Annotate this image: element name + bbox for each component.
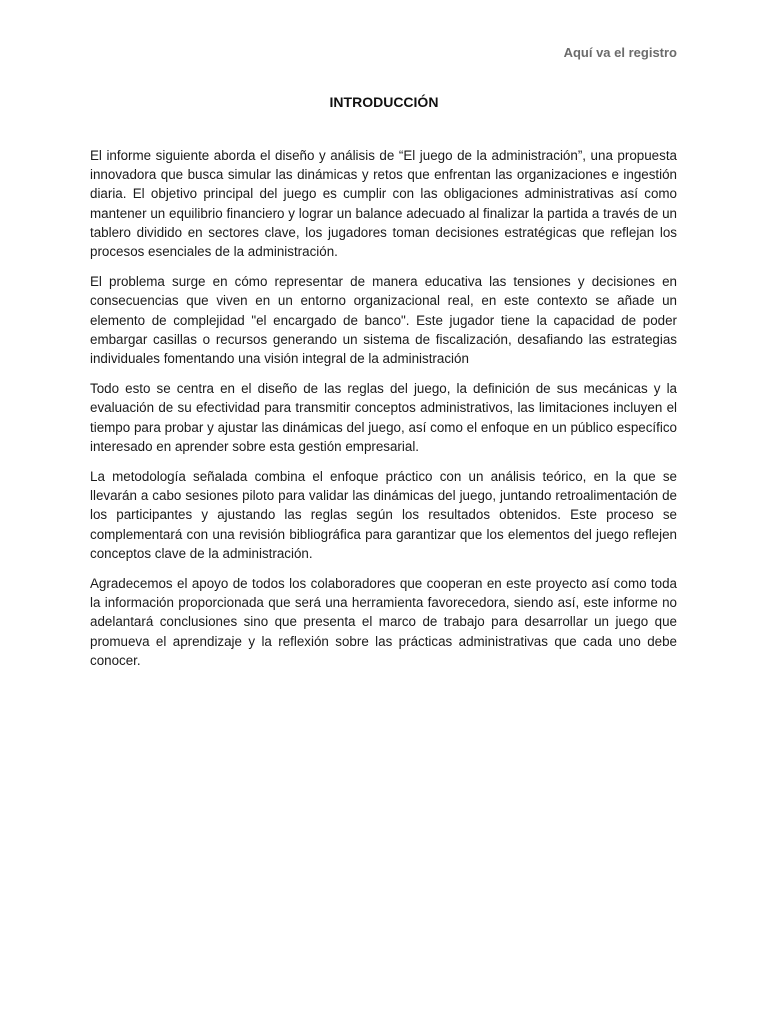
- paragraph-2: El problema surge en cómo representar de manera educativa las tensiones y decisiones en consecuencias que viven en un entorno organizacional real, en este contexto se añade un elemento de complejidad "el encargado de banco". Este jugador tiene la capacidad de poder embargar casillas o recursos generando un sistema de fiscalización, desafiando las estrategias individuales fomentando una visión integral de la administración: [90, 274, 677, 367]
- paragraph-4: La metodología señalada combina el enfoque práctico con un análisis teórico, en la que se llevarán a cabo sesiones piloto para validar las dinámicas del juego, juntando retroalimentación de los participantes y ajustando las reglas según los resultados obtenidos. Este proceso se complementará con una revisión bibliográfica para garantizar que los elementos del juego reflejen conceptos clave de la administración.: [90, 469, 677, 561]
- paragraph-5: Agradecemos el apoyo de todos los colaboradores que cooperan en este proyecto así como toda la información proporcionada que será una herramienta favorecedora, siendo así, este informe no adelantará conclusiones sino que presenta el marco de trabajo para desarrollar un juego que promueva el aprendizaje y la reflexión sobre las prácticas administrativas que cada uno debe conocer.: [90, 576, 677, 668]
- paragraph-1: El informe siguiente aborda el diseño y análisis de “El juego de la administración”, una propuesta innovadora que busca simular las dinámicas y retos que enfrentan las organizaciones e ingestión diaria. El objetivo principal del juego es cumplir con las obligaciones administrativas así como mantener un equilibrio financiero y lograr un balance adecuado al finalizar la partida a través de un tablero dividido en sectores clave, los jugadores toman decisiones estratégicas que reflejan los procesos esenciales de la administración.: [90, 148, 677, 260]
- document-body: [90, 146, 677, 681]
- page-title: INTRODUCCIÓN: [329, 94, 439, 110]
- paragraph-3: Todo esto se centra en el diseño de las reglas del juego, la definición de sus mecánicas y la evaluación de su efectividad para transmitir conceptos administrativos, las limitaciones incluyen el tiempo para probar y ajustar las dinámicas del juego, así como el enfoque en un público específico interesado en aprender sobre esta gestión empresarial.: [90, 381, 677, 454]
- header-note: Aquí va el registro: [563, 45, 677, 60]
